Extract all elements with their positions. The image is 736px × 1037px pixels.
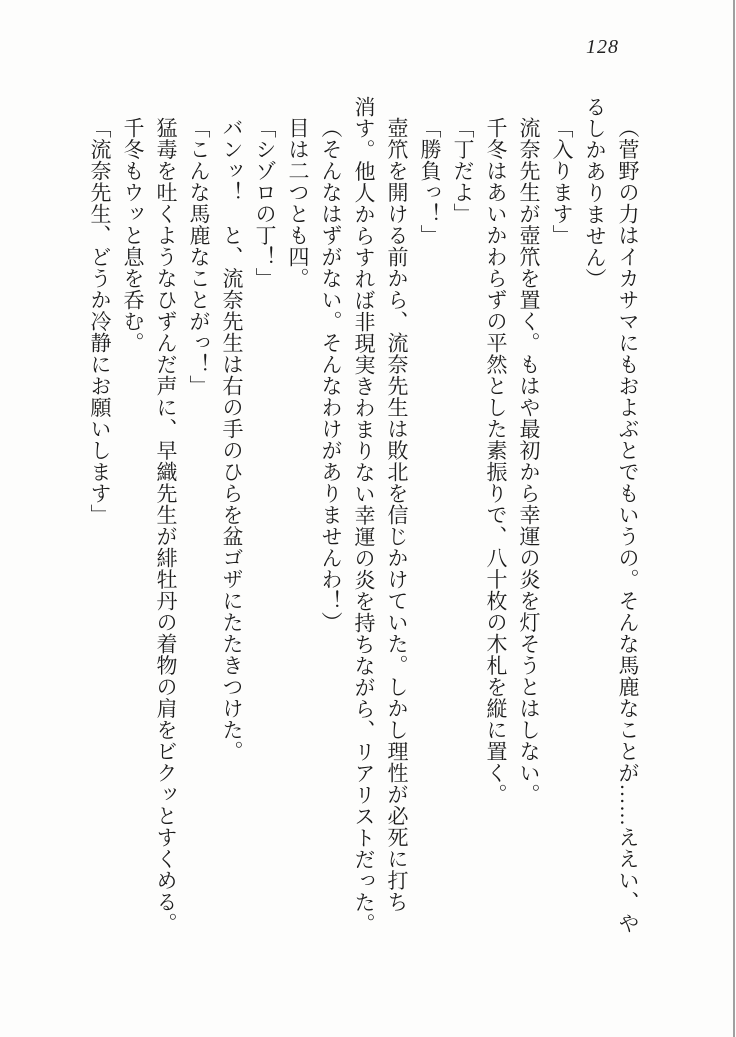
page-edge-divider	[733, 0, 735, 1037]
text-line: 目は二つとも四。	[286, 117, 310, 289]
text-line: 「シゾロの丁！」	[253, 117, 277, 289]
text-line: 「こんな馬鹿なことがっ！」	[187, 117, 211, 397]
text-line: 「勝負っ！」	[418, 117, 442, 246]
vertical-text-block	[83, 96, 644, 944]
text-line: 「流奈先生、どうか冷静にお願いします」	[88, 117, 112, 526]
page-number: 128	[586, 36, 619, 58]
text-line: （菅野の力はイカサマにもおよぶとでもいうの。そんな馬鹿なことが……ええい、や	[616, 117, 640, 934]
text-line: 壺笊を開ける前から、流奈先生は敗北を信じかけていた。しかし理性が必死に打ち	[385, 117, 409, 913]
text-line: 流奈先生が壺笊を置く。もはや最初から幸運の炎を灯そうとはしない。	[517, 117, 541, 805]
text-line: 消す。他人からすれば非現実きわまりない幸運の炎を持ちながら、リアリストだった。	[352, 96, 376, 935]
text-line: バンッ！ と、流奈先生は右の手のひらを盆ゴザにたたきつけた。	[220, 117, 244, 762]
text-line: るしかありません）	[583, 96, 607, 290]
text-line: 千冬はあいかわらずの平然とした素振りで、八十枚の木札を縦に置く。	[484, 117, 508, 805]
text-line: 猛毒を吐くようなひずんだ声に、早織先生が緋牡丹の着物の肩をビクッとすくめる。	[154, 117, 178, 934]
text-line: 「入ります」	[550, 117, 574, 246]
text-line: （そんなはずがない。そんなわけがありませんわ！）	[319, 117, 343, 633]
text-line: 「丁だよ」	[451, 117, 475, 225]
text-line: 千冬もウッと息を呑む。	[121, 117, 145, 354]
